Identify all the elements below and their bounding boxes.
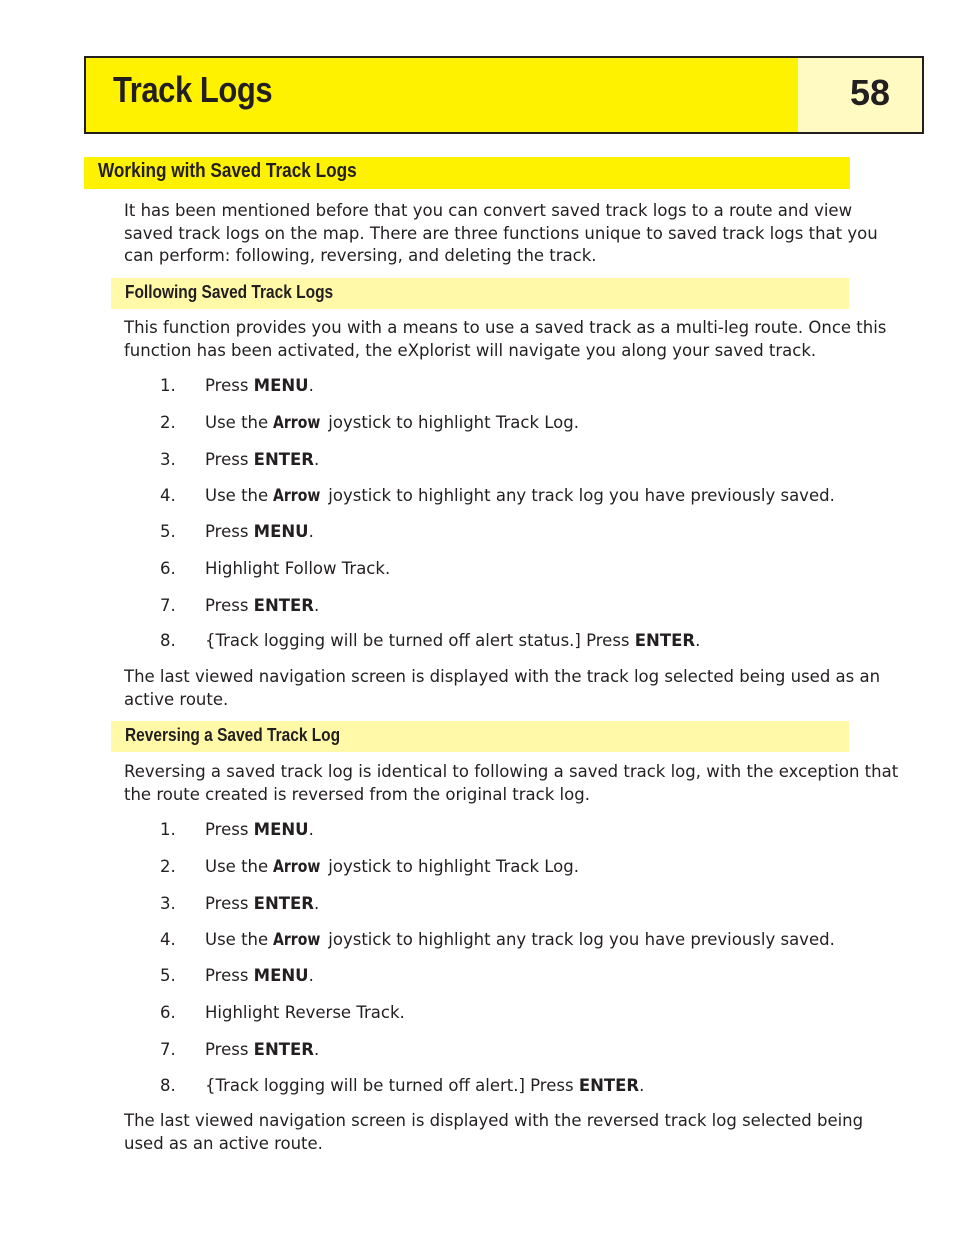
following-outro: The last viewed navigation screen is displayed with the track log selected being used as an active route. bbox=[124, 667, 881, 709]
following-step: 3. Press ENTER. bbox=[160, 450, 320, 469]
section-heading: Working with Saved Track Logs bbox=[84, 157, 850, 189]
reversing-step: 8. {Track logging will be turned off alert.] Press ENTER. bbox=[160, 1076, 645, 1095]
subsection-heading-following: Following Saved Track Logs bbox=[111, 278, 849, 309]
reversing-step: 2. Use the Arrow joystick to highlight Track Log. bbox=[160, 857, 579, 876]
reversing-step: 4. Use the Arrow joystick to highlight any track log you have previously saved. bbox=[160, 930, 835, 949]
reversing-step: 5. Press MENU. bbox=[160, 966, 314, 985]
chapter-title: Track Logs bbox=[113, 69, 273, 110]
following-step: 8. {Track logging will be turned off alert status.] Press ENTER. bbox=[160, 631, 701, 650]
following-step: 2. Use the Arrow joystick to highlight Track Log. bbox=[160, 413, 579, 432]
following-step: 4. Use the Arrow joystick to highlight any track log you have previously saved. bbox=[160, 486, 835, 505]
following-intro: This function provides you with a means to use a saved track as a multi-leg route. Once this function has been activated, the eXplorist will navigate you along your saved track. bbox=[124, 318, 887, 360]
following-step: 5. Press MENU. bbox=[160, 522, 314, 541]
reversing-step: 6. Highlight Reverse Track. bbox=[160, 1003, 405, 1022]
reversing-step: 7. Press ENTER. bbox=[160, 1040, 320, 1059]
reversing-step: 3. Press ENTER. bbox=[160, 894, 320, 913]
reversing-step: 1. Press MENU. bbox=[160, 820, 314, 839]
page-number: 58 bbox=[850, 72, 891, 113]
reversing-outro: The last viewed navigation screen is displayed with the reversed track log selected being used as an active route. bbox=[124, 1111, 864, 1153]
chapter-header bbox=[84, 56, 924, 134]
reversing-intro: Reversing a saved track log is identical to following a saved track log, with the exception that the route created is reversed from the original track log. bbox=[124, 762, 899, 804]
following-step: 1. Press MENU. bbox=[160, 376, 314, 395]
following-step: 7. Press ENTER. bbox=[160, 596, 320, 615]
section-intro: It has been mentioned before that you can convert saved track logs to a route and view saved track logs on the map. There are three functions unique to saved track logs that you can perform: following, reversing, and deleting the track. bbox=[124, 201, 878, 265]
subsection-heading-reversing: Reversing a Saved Track Log bbox=[111, 721, 849, 752]
following-step: 6. Highlight Follow Track. bbox=[160, 559, 391, 578]
page-number-box bbox=[798, 58, 922, 132]
